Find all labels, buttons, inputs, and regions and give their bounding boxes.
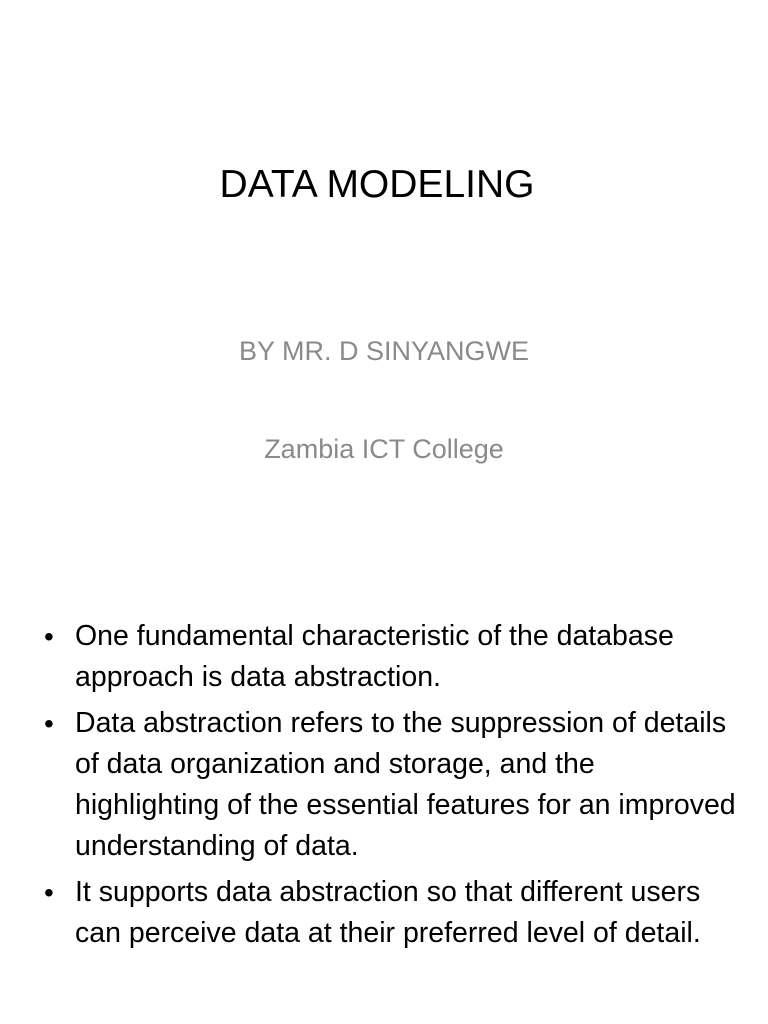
bullet-icon: • <box>44 877 54 908</box>
bullet-text: One fundamental characteristic of the database approach is data abstraction. <box>75 620 674 693</box>
bullet-icon: • <box>44 708 54 739</box>
bullet-text: It supports data abstraction so that different users can perceive data at their preferred level of detail. <box>75 876 701 949</box>
bullet-item <box>0 872 768 954</box>
bullet-item <box>0 703 768 867</box>
bullet-item <box>0 616 768 698</box>
bullet-text: Data abstraction refers to the suppression of details of data organization and storage, and the highlighting of the essential features for an improved understanding of data. <box>75 707 736 862</box>
bullet-icon: • <box>44 621 54 652</box>
author-subtitle: BY MR. D SINYANGWE <box>238 336 530 366</box>
bullet-list <box>0 616 768 959</box>
slide-title: DATA MODELING <box>219 163 535 206</box>
institution-subtitle: Zambia ICT College <box>264 434 504 464</box>
content-slide <box>0 576 768 1024</box>
